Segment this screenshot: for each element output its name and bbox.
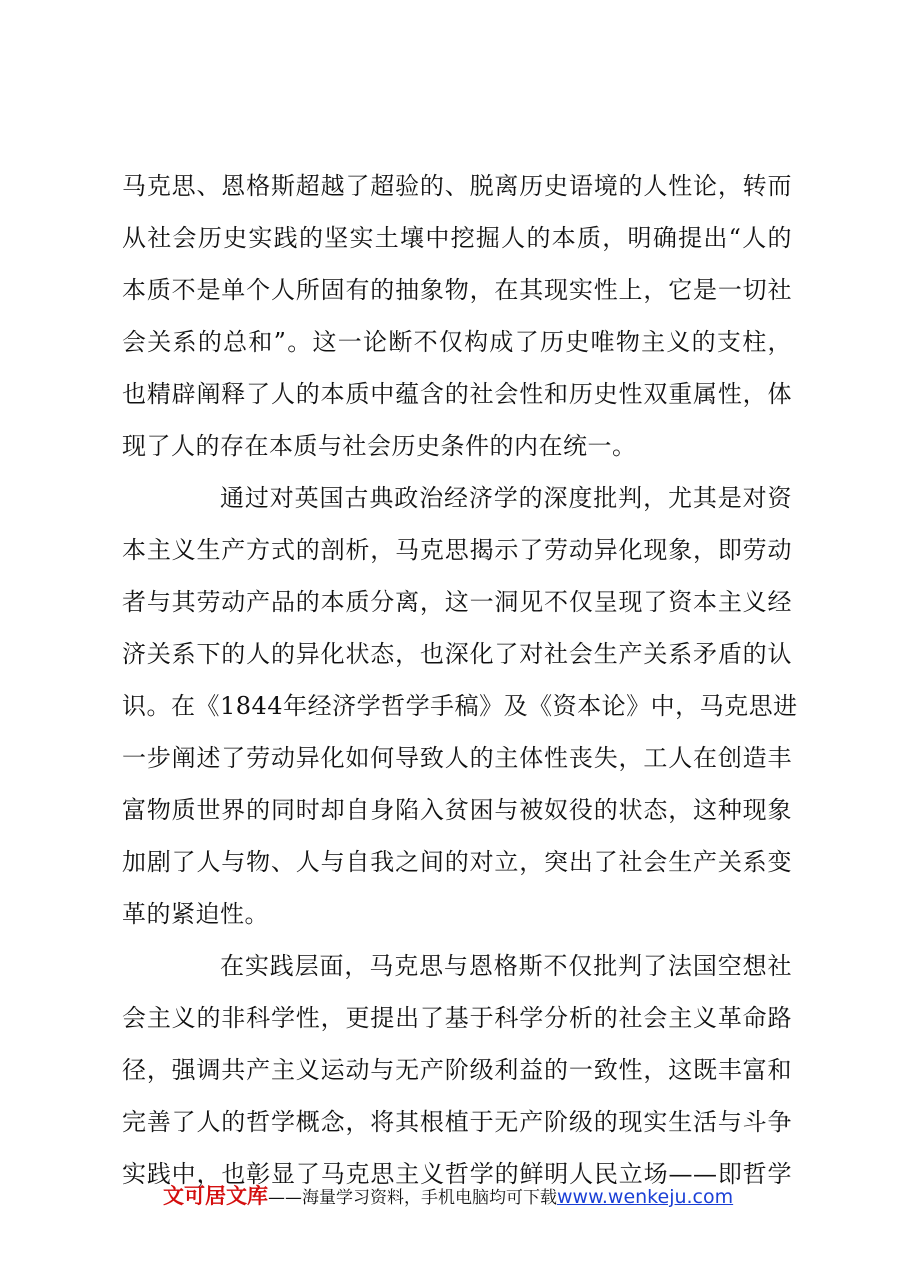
text-line: 加剧了人与物、人与自我之间的对立，突出了社会生产关系变	[122, 848, 792, 876]
text-line: 也精辟阐释了人的本质中蕴含的社会性和历史性双重属性，体	[122, 380, 792, 408]
text-line: 一步阐述了劳动异化如何导致人的主体性丧失，工人在创造丰	[122, 744, 792, 772]
text-line: 马克思、恩格斯超越了超验的、脱离历史语境的人性论，转而	[122, 172, 792, 200]
paragraph	[122, 160, 792, 472]
footer-tagline: ——海量学习资料，手机电脑均可下载	[268, 1188, 557, 1208]
text-line: 会关系的总和”。这一论断不仅构成了历史唯物主义的支柱，	[122, 328, 792, 356]
text-line: 在实践层面，马克思与恩格斯不仅批判了法国空想社	[220, 952, 792, 980]
document-body	[122, 160, 798, 1200]
text-line: 会主义的非科学性，更提出了基于科学分析的社会主义革命路	[122, 1004, 792, 1032]
text-line: 径，强调共产主义运动与无产阶级利益的一致性，这既丰富和	[122, 1056, 792, 1084]
brand-name: 文可居文库	[163, 1184, 268, 1208]
text-line: 完善了人的哲学概念，将其根植于无产阶级的现实生活与斗争	[122, 1108, 792, 1136]
text-line: 实践中，也彰显了马克思主义哲学的鲜明人民立场——即哲学	[122, 1160, 792, 1188]
text-line: 通过对英国古典政治经济学的深度批判，尤其是对资	[220, 484, 792, 512]
text-line: 从社会历史实践的坚实土壤中挖掘人的本质，明确提出“人的	[122, 224, 792, 252]
text-line: 富物质世界的同时却自身陷入贫困与被奴役的状态，这种现象	[122, 796, 792, 824]
text-line: 现了人的存在本质与社会历史条件的内在统一。	[122, 432, 637, 460]
text-line: 识。在《1844年经济学哲学手稿》及《资本论》中，马克思进	[122, 692, 798, 720]
text-line: 本主义生产方式的剖析，马克思揭示了劳动异化现象，即劳动	[122, 536, 792, 564]
footer-banner	[163, 1180, 783, 1212]
paragraph	[122, 472, 798, 940]
text-line: 本质不是单个人所固有的抽象物，在其现实性上，它是一切社	[122, 276, 792, 304]
paragraph	[122, 940, 792, 1200]
text-line: 者与其劳动产品的本质分离，这一洞见不仅呈现了资本主义经	[122, 588, 792, 616]
text-line: 济关系下的人的异化状态，也深化了对社会生产关系矛盾的认	[122, 640, 792, 668]
website-link[interactable]: www.wenkeju.com	[557, 1186, 734, 1208]
text-line: 革的紧迫性。	[122, 900, 269, 928]
